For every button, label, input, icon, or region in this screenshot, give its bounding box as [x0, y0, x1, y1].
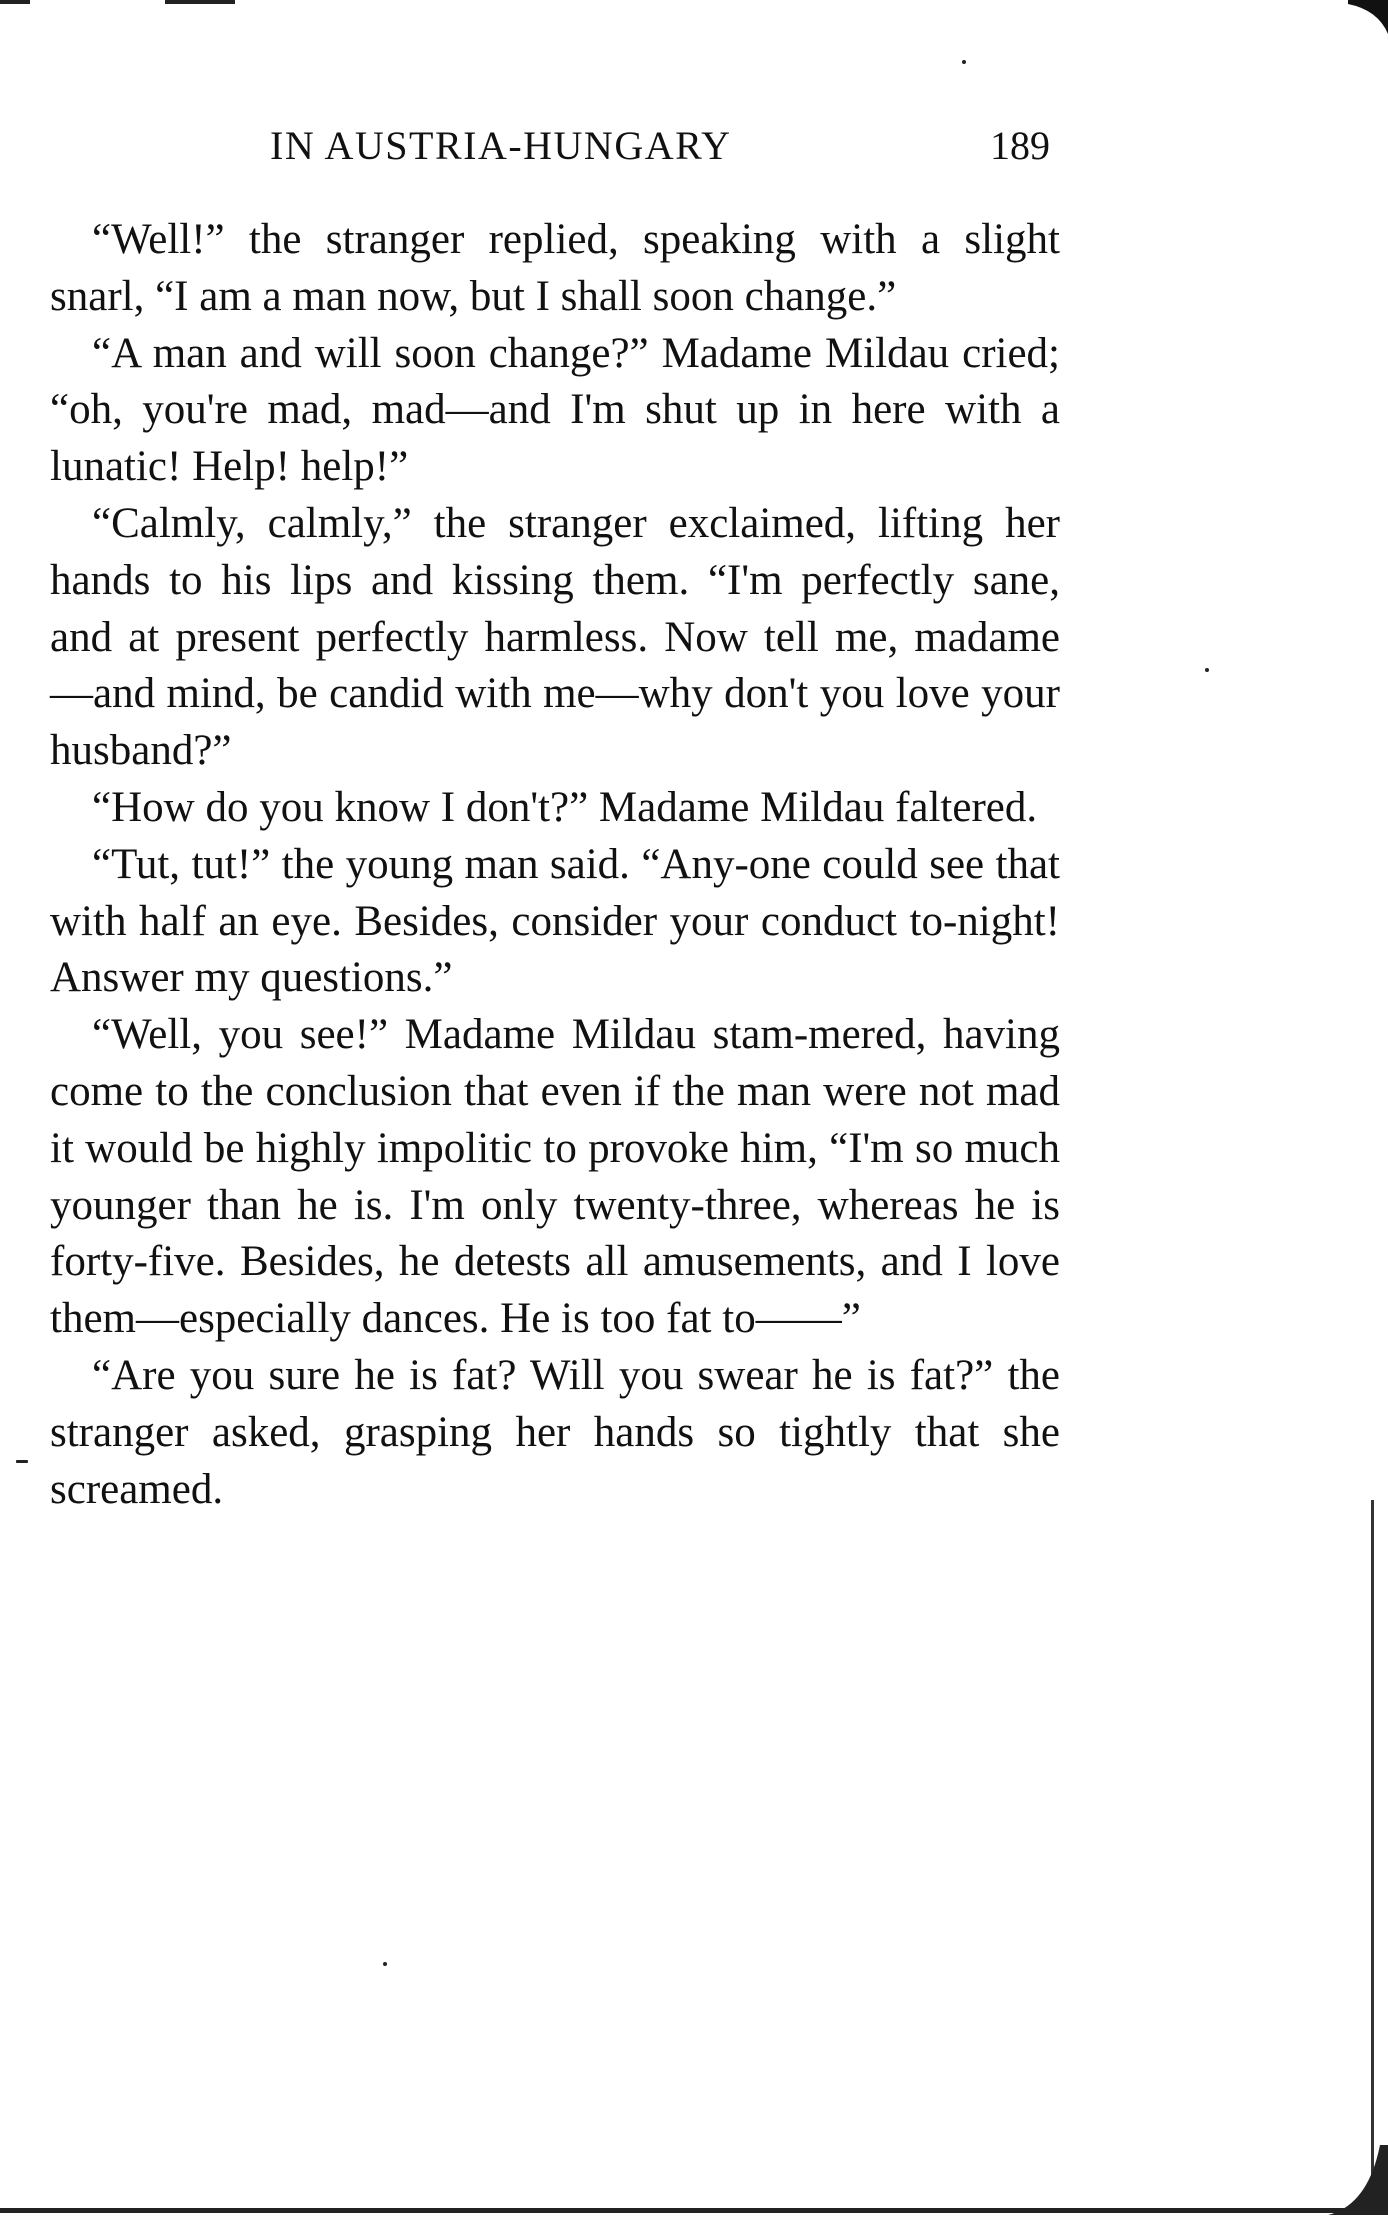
paper-speck: [962, 60, 966, 64]
paragraph: “Tut, tut!” the young man said. “Any-one could see that with half an eye. Besides, consider your conduct to-night! Answer my questions.”: [50, 840, 1060, 1002]
paragraph: “A man and will soon change?” Madame Mildau cried; “oh, you're mad, mad—and I'm shut up in here with a lunatic! Help! help!”: [50, 329, 1060, 491]
page-corner-mark: [1328, 2145, 1388, 2215]
paragraph: “Well, you see!” Madame Mildau stam-mered, having come to the conclusion that even if the man were not mad it would be highly impolitic to provoke him, “I'm so much younger than he is. I'm only twenty-three, whereas he is forty-five. Besides, he detests all amusements, and I love them—especially dances. He is too fat to——”: [50, 1011, 1060, 1343]
paper-speck: [383, 1962, 387, 1966]
paper-speck: [1205, 668, 1209, 672]
page-edge-line: [0, 2208, 1388, 2213]
page-number: 189: [990, 123, 1050, 168]
page-edge-line: [1371, 1500, 1374, 2190]
paragraph: “Well!” the stranger replied, speaking with a slight snarl, “I am a man now, but I shall soon change.”: [50, 216, 1060, 320]
page-edge-mark: [165, 0, 235, 4]
running-head: IN AUSTRIA-HUNGARY: [270, 123, 732, 168]
body-text: [50, 212, 1060, 1518]
paper-speck: [16, 1460, 28, 1463]
paragraph: “How do you know I don't?” Madame Mildau faltered.: [92, 783, 1038, 831]
paragraph: “Calmly, calmly,” the stranger exclaimed, lifting her hands to his lips and kissing them. “I'm perfectly sane, and at present perfectly harmless. Now tell me, madame—and mind, be candid with me—why don't you love your husband?”: [50, 499, 1060, 775]
page-edge-mark: [0, 0, 30, 4]
paragraph: “Are you sure he is fat? Will you swear he is fat?” the stranger asked, grasping her hands so tightly that she screamed.: [50, 1351, 1060, 1513]
page-corner-mark: [1348, 0, 1388, 34]
